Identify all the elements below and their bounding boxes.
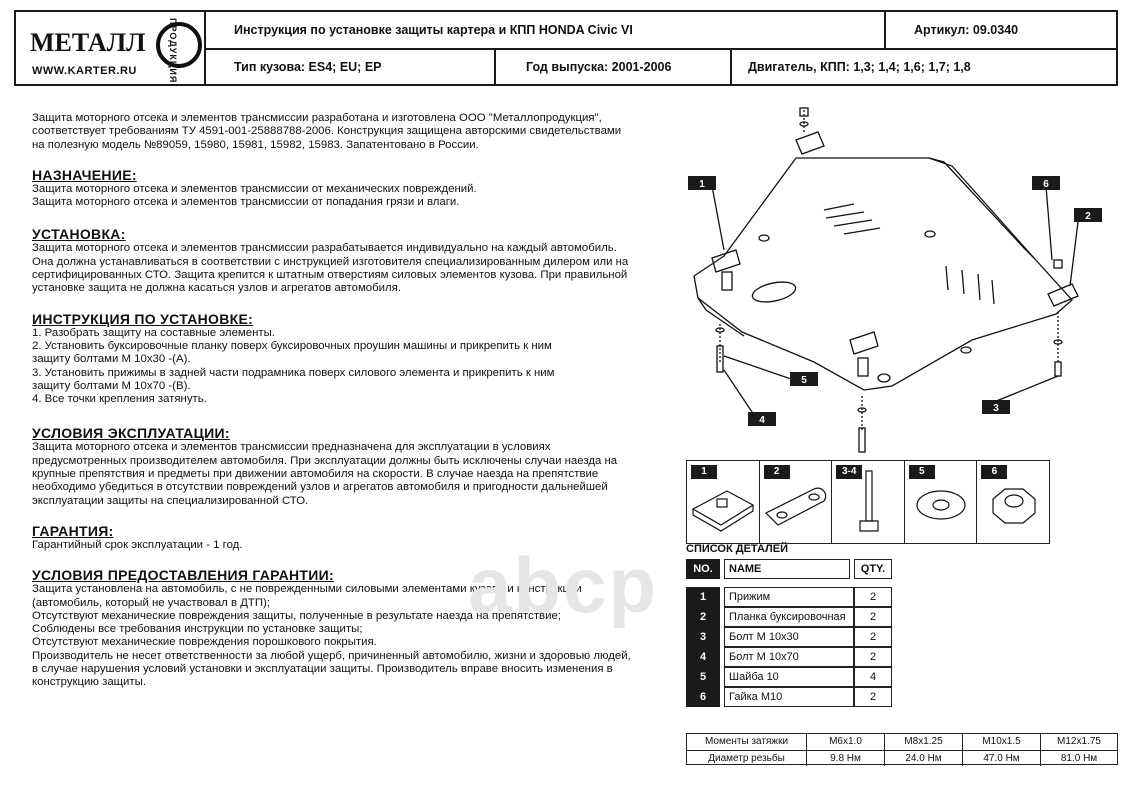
part-number: 6 xyxy=(686,687,720,707)
leader-line xyxy=(1046,186,1052,260)
vent-slot xyxy=(992,280,994,304)
text-line: Производитель не несет ответственности за любой ущерб, причиненный автомобилю, жизни и здоровью людей, xyxy=(32,649,631,662)
part-cell xyxy=(832,461,905,543)
exploded-drawing xyxy=(684,100,1114,460)
part-tag: 6 xyxy=(981,465,1007,479)
vent-slot xyxy=(826,212,864,218)
bracket-part xyxy=(722,272,732,290)
plate-edge xyxy=(929,158,1034,258)
text-line: конструкцию защиты. xyxy=(32,676,146,689)
text-line: в случае нарушения условий установки и эксплуатации защиты. Производитель вправе вносить изменения в xyxy=(32,663,613,676)
bracket-part xyxy=(858,358,868,376)
text-line: Соблюдены все требования инструкции по установке защиты; xyxy=(32,623,363,636)
part-qty: 2 xyxy=(854,647,892,667)
torque-value: 81.0 Нм xyxy=(1041,750,1117,766)
mount-hole xyxy=(759,235,769,241)
callout-label: 4 xyxy=(759,415,765,426)
text-line: 2. Установить буксировочные планку поверх буксировочных проушин машины и прикрепить к ним xyxy=(32,339,552,352)
part-qty: 4 xyxy=(854,667,892,687)
vent-slot xyxy=(844,228,880,234)
part-number: 2 xyxy=(686,607,720,627)
part-cell xyxy=(905,461,978,543)
part-name: Прижим xyxy=(724,587,854,607)
vent-slot xyxy=(962,270,964,294)
section-title-warranty-terms: УСЛОВИЯ ПРЕДОСТАВЛЕНИЯ ГАРАНТИИ: xyxy=(32,567,334,584)
intro xyxy=(32,112,660,152)
clamp-part xyxy=(796,132,824,154)
logo-vertical-text: ПРОДУКЦИЯ xyxy=(168,18,178,84)
header-divider xyxy=(730,48,732,84)
text-line: сертифицированных СТО. Защита крепится к штатным отверстиям силовых элементов кузова. При правильной xyxy=(32,269,628,282)
text-line: (автомобиль, который не участвовал в ДТП); xyxy=(32,596,271,609)
text-line: эксплуатации защиты на специализированной СТО. xyxy=(32,494,309,507)
part-qty: 2 xyxy=(854,627,892,647)
parts-strip xyxy=(686,460,1050,544)
part-name: Болт М 10х70 xyxy=(724,647,854,667)
callout-label: 5 xyxy=(801,375,807,386)
text-line: на полезную модель №89059, 15980, 15981, 15982, 15983. Запатентовано в России. xyxy=(32,138,479,151)
text-line: крупные препятствия и предметы при движении автомобиля на скорости. В случае наезда на препятствие xyxy=(32,468,599,481)
leader-line xyxy=(712,186,724,250)
text-line: Защита моторного отсека и элементов трансмиссии предназначена для эксплуатации в условиях xyxy=(32,441,551,454)
vent-slot xyxy=(824,204,854,210)
mount-hole xyxy=(961,347,971,353)
part-name: Гайка М10 xyxy=(724,687,854,707)
logo-url: WWW.KARTER.RU xyxy=(32,65,137,77)
part-name: Планка буксировочная xyxy=(724,607,854,627)
column-header-qty: QTY. xyxy=(854,559,892,579)
callout-label: 6 xyxy=(1043,179,1049,190)
part-qty: 2 xyxy=(854,687,892,707)
thread-size: М12х1.75 xyxy=(1057,736,1101,747)
section-title-purpose: НАЗНАЧЕНИЕ: xyxy=(32,166,137,183)
text-line: Она должна устанавливаться в соответствии с инструкцией изготовителя специализированным дилером или на xyxy=(32,255,629,268)
text-line: предусмотренных производителем автомобиля. При эксплуатации должны быть исключены случаи наезда на xyxy=(32,454,618,467)
vent-slot xyxy=(946,266,948,290)
text-line: Защита моторного отсека и элементов трансмиссии от попадания грязи и влаги. xyxy=(32,196,460,209)
part-number: 3 xyxy=(686,627,720,647)
article-number: Артикул: 09.0340 xyxy=(914,23,1019,37)
callout-label: 3 xyxy=(993,403,999,414)
text-line: соответствует требованиям ТУ 4591-001-25888788-2006. Конструкция защищена авторскими свидетельствами xyxy=(32,125,622,138)
text-line: Гарантийный срок эксплуатации - 1 год. xyxy=(32,538,243,551)
text-line: защиту болтами М 10х30 -(A). xyxy=(32,353,191,366)
section-title-install: УСТАНОВКА: xyxy=(32,226,126,243)
text-line: Защита установлена на автомобиль, с не поврежденными силовыми элементами кузова и конструкции xyxy=(32,583,582,596)
logo xyxy=(16,12,206,84)
bolt-part xyxy=(1055,362,1061,376)
text-line: Отсутствуют механические повреждения защиты, полученные в результате наезда на препятствие; xyxy=(32,609,561,622)
logo-circle-icon xyxy=(156,22,202,68)
production-year: Год выпуска: 2001-2006 xyxy=(526,60,672,74)
body-type: Тип кузова: ES4; EU; EP xyxy=(234,60,382,74)
part-tag: 2 xyxy=(764,465,790,479)
torque-value: 47.0 Нм xyxy=(963,750,1041,766)
watermark: abcp xyxy=(468,541,659,629)
leader-line xyxy=(1070,222,1078,286)
header-box xyxy=(14,10,1118,86)
part-number: 4 xyxy=(686,647,720,667)
text-line: Защита моторного отсека и элементов трансмиссии от механических повреждений. xyxy=(32,182,477,195)
callout-label: 2 xyxy=(1085,211,1091,222)
section-title-operation: УСЛОВИЯ ЭКСПЛУАТАЦИИ: xyxy=(32,425,230,442)
part-qty: 2 xyxy=(854,587,892,607)
part-name: Шайба 10 xyxy=(724,667,854,687)
part-number: 5 xyxy=(686,667,720,687)
torque-table xyxy=(686,733,1118,765)
diameter-label: Диаметр резьбы xyxy=(687,750,807,766)
text-line: Защита моторного отсека и элементов трансмиссии разрабатывается индивидуально на каждый автомобиль. xyxy=(32,242,617,255)
part-number: 1 xyxy=(686,587,720,607)
thread-size: М6х1.0 xyxy=(807,734,885,750)
doc-title: Инструкция по установке защиты картера и КПП HONDA Civic VI xyxy=(234,23,633,37)
clamp-part xyxy=(850,332,878,354)
header-divider xyxy=(884,12,886,48)
vent-slot xyxy=(834,220,872,226)
torque-value: 9.8 Нм xyxy=(807,750,885,766)
header-divider xyxy=(206,48,1118,50)
column-header-no: NO. xyxy=(686,559,720,579)
part-cell xyxy=(760,461,833,543)
header-divider xyxy=(494,48,496,84)
torque-value: 24.0 Нм xyxy=(885,750,963,766)
part-qty: 2 xyxy=(854,607,892,627)
part-tag: 1 xyxy=(691,465,717,479)
callout-label: 1 xyxy=(699,179,705,190)
mount-hole xyxy=(878,374,890,382)
logo-word: МЕТАЛЛ xyxy=(30,28,146,57)
part-tag: 5 xyxy=(909,465,935,479)
text-line: 4. Все точки крепления затянуть. xyxy=(32,393,207,406)
drain-hole xyxy=(751,279,798,306)
part-tag: 3-4 xyxy=(836,465,862,479)
skid-plate xyxy=(694,158,1072,390)
nut-part xyxy=(1054,260,1062,268)
vent-slot xyxy=(978,274,980,300)
text-line: необходимо убедиться в отсутствии повреждений узлов и агрегатов автомобиля и пригодности дальнейшей xyxy=(32,481,608,494)
part-cell xyxy=(687,461,760,543)
parts-list-title: СПИСОК ДЕТАЛЕЙ xyxy=(686,543,788,555)
bolt-part xyxy=(859,428,865,452)
tow-bracket-part xyxy=(1048,284,1078,306)
mount-hole xyxy=(925,231,935,237)
text-line: 3. Установить прижимы в задней части подрамника поверх силового элемента и прикрепить к ним xyxy=(32,366,555,379)
part-name: Болт М 10х30 xyxy=(724,627,854,647)
part-cell xyxy=(977,461,1050,543)
leader-line xyxy=(724,370,756,418)
thread-size: М10х1.5 xyxy=(963,734,1041,750)
text-line: установке защита не должна касаться узлов и агрегатов автомобиля. xyxy=(32,282,401,295)
thread-size: М8х1.25 xyxy=(885,734,963,750)
text-line: 1. Разобрать защиту на составные элементы. xyxy=(32,326,275,339)
text-line: Защита моторного отсека и элементов трансмиссии разработана и изготовлена ООО "Металлопродукция", xyxy=(32,112,602,124)
section-title-instructions: ИНСТРУКЦИЯ ПО УСТАНОВКЕ: xyxy=(32,310,254,327)
text-line: защиту болтами М 10х70 -(B). xyxy=(32,379,191,392)
torque-label: Моменты затяжки xyxy=(687,734,807,750)
leader-line xyxy=(724,356,794,380)
engine-info: Двигатель, КПП: 1,3; 1,4; 1,6; 1,7; 1,8 xyxy=(748,60,971,74)
section-title-warranty: ГАРАНТИЯ: xyxy=(32,522,114,539)
column-header-name: NAME xyxy=(724,559,850,579)
text-line: Отсутствуют механические повреждения порошкового покрытия. xyxy=(32,636,377,649)
